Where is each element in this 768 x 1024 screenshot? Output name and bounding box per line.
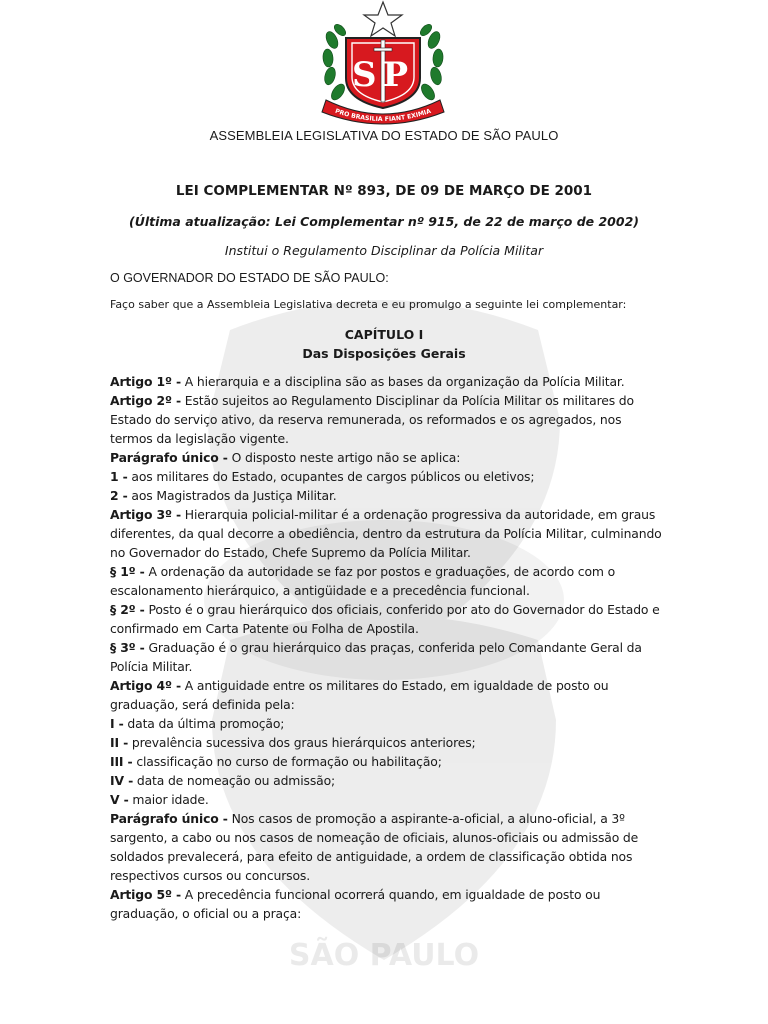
assembly-name: ASSEMBLEIA LEGISLATIVA DO ESTADO DE SÃO PAULO [209,128,559,143]
paragraph-text: prevalência sucessiva dos graus hierárquicos anteriores; [128,735,476,750]
paragraph-text: O disposto neste artigo não se aplica: [227,450,461,465]
paragraph-label: II - [110,735,129,750]
paragraph-text: maior idade. [128,792,209,807]
law-subject: Institui o Regulamento Disciplinar da Polícia Militar [224,243,544,258]
update-note: (Última atualização: Lei Complementar nº 915, de 22 de março de 2002) [129,214,639,229]
crest-letters: SP [351,55,415,95]
paragraph-label: 1 - [110,469,128,484]
paragraph [110,714,662,733]
paragraph-label: Artigo 1º - [110,374,181,389]
paragraph [110,676,662,714]
decree-line: Faço saber que a Assembleia Legislativa decreta e eu promulgo a seguinte lei complementar: [110,298,627,311]
paragraph [110,752,662,771]
paragraph-text: Graduação é o grau hierárquico das praças, conferida pelo Comandante Geral da Polícia Militar. [110,640,642,674]
paragraph-text: aos Magistrados da Justiça Militar. [127,488,337,503]
paragraph-text: data da última promoção; [123,716,285,731]
paragraph-label: Artigo 2º - [110,393,181,408]
paragraph [110,391,662,448]
paragraph-text: Hierarquia policial-militar é a ordenação progressiva da autoridade, em graus diferentes, da qual decorre a obediência, dentro da estrutura da Polícia Militar, culminando no Governador do Estado, Chefe Supremo da Polícia Militar. [110,507,662,560]
law-title: LEI COMPLEMENTAR Nº 893, DE 09 DE MARÇO DE 2001 [175,183,593,199]
paragraph-label: IV - [110,773,134,788]
paragraph-label: § 2º - [110,602,145,617]
paragraph-label: § 1º - [110,564,145,579]
paragraph-label: § 3º - [110,640,145,655]
paragraph [110,505,662,562]
paragraph [110,372,662,391]
paragraph [110,448,662,467]
paragraph-label: Artigo 4º - [110,678,181,693]
paragraph [110,809,662,885]
governor-line: O GOVERNADOR DO ESTADO DE SÃO PAULO: [110,271,389,285]
paragraph-text: Estão sujeitos ao Regulamento Disciplinar da Polícia Militar os militares do Estado do serviço ativo, da reserva remunerada, os reformados e os agregados, nos termos da legislação vigente. [110,393,634,446]
paragraph [110,885,662,923]
paragraph-text: aos militares do Estado, ocupantes de cargos públicos ou eletivos; [127,469,535,484]
paragraph [110,486,662,505]
paragraph [110,600,662,638]
paragraph-text: A precedência funcional ocorrerá quando, em igualdade de posto ou graduação, o oficial ou a praça: [110,887,601,921]
paragraph-label: Parágrafo único - [110,811,228,826]
paragraph-label: I - [110,716,124,731]
paragraph-text: A hierarquia e a disciplina são as bases da organização da Polícia Militar. [180,374,625,389]
star-icon [364,2,402,36]
paragraph-label: V - [110,792,129,807]
paragraph [110,771,662,790]
paragraph-label: III - [110,754,133,769]
paragraph-text: classificação no curso de formação ou habilitação; [132,754,442,769]
paragraph-text: A ordenação da autoridade se faz por postos e graduações, de acordo com o escalonamento hierárquico, a antigüidade e a precedência funcional. [110,564,616,598]
paragraph-text: data de nomeação ou admissão; [133,773,336,788]
law-body [110,372,662,923]
paragraph-label: Parágrafo único - [110,450,228,465]
paragraph-label: Artigo 3º - [110,507,181,522]
paragraph-text: A antiguidade entre os militares do Estado, em igualdade de posto ou graduação, será definida pela: [110,678,609,712]
crest-motto: PRO BRASILIA FIANT EXIMIA [334,107,432,124]
chapter-number: CAPÍTULO I [344,327,424,342]
paragraph-label: Artigo 5º - [110,887,181,902]
paragraph [110,790,662,809]
paragraph [110,467,662,486]
paragraph [110,733,662,752]
paragraph [110,562,662,600]
chapter-title: Das Disposições Gerais [302,346,466,361]
paragraph [110,638,662,676]
watermark-text: SÃO PAULO [288,938,480,973]
state-crest-logo [318,0,448,126]
chapter-heading [0,325,768,363]
paragraph-text: Nos casos de promoção a aspirante-a-oficial, a aluno-oficial, a 3º sargento, a cabo ou nos casos de nomeação de oficiais, alunos-oficiais ou admissão de soldados prevalecerá, para efeito de antiguidade, a ordem de classificação obtida nos respectivos cursos ou concursos. [110,811,639,883]
paragraph-text: Posto é o grau hierárquico dos oficiais, conferido por ato do Governador do Estado e confirmado em Carta Patente ou Folha de Apostila. [110,602,660,636]
paragraph-label: 2 - [110,488,128,503]
